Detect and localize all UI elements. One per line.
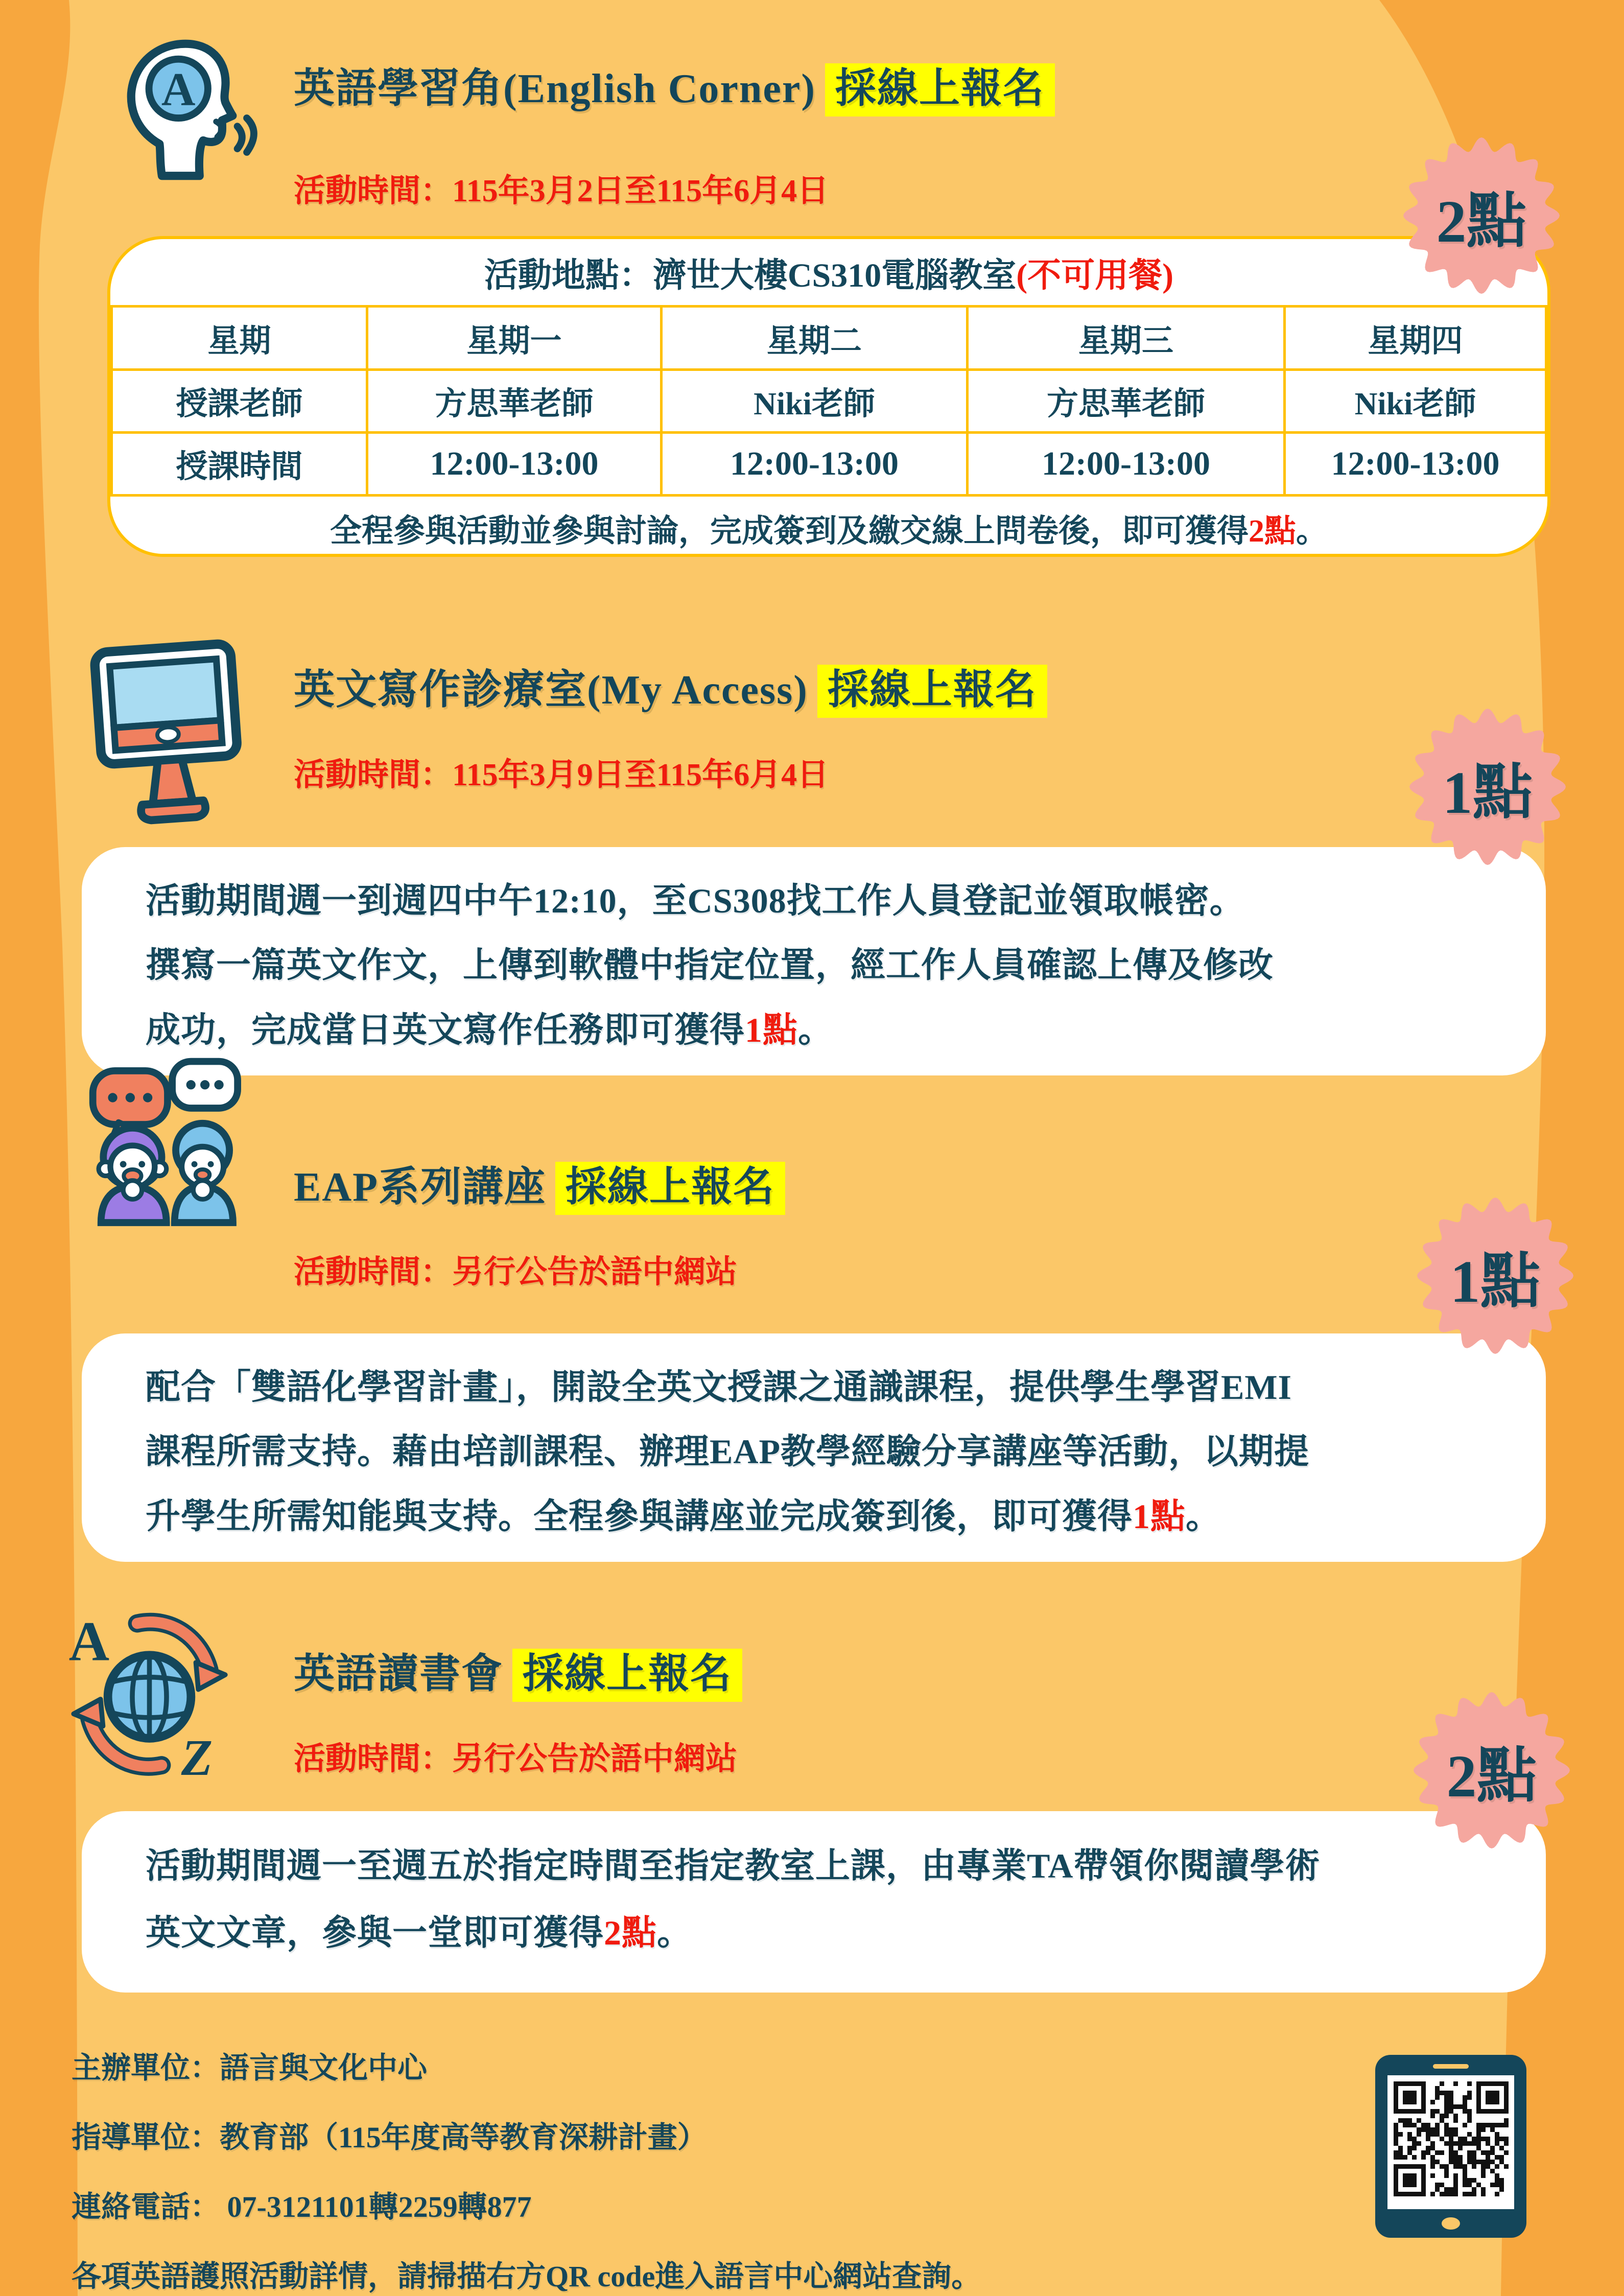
section-title-text: 英文寫作診療室(My Access): [294, 668, 808, 713]
cell-teacher-thu: Niki老師: [1285, 369, 1546, 432]
activity-time: 活動時間：115年3月9日至115年6月4日: [294, 758, 829, 792]
points-inline: 1點: [1133, 1496, 1186, 1536]
english-corner-schedule-table: [107, 236, 1550, 557]
points-badge-2: [1410, 1689, 1573, 1852]
cell-time-wed: 12:00-13:00: [968, 432, 1285, 495]
points-badge-1: [1406, 705, 1569, 869]
note-points: 2點: [1248, 514, 1296, 549]
section-my-access-header: [294, 657, 1047, 794]
section-english-corner-header: [294, 55, 1055, 210]
online-registration-highlight: 採線上報名: [555, 1162, 785, 1215]
person-purple: [99, 1128, 167, 1223]
people-chat-icon: [86, 1051, 249, 1230]
card-body-text: 活動期間週一到週四中午12:10，至CS308找工作人員登記並領取帳密。 撰寫一篇英文作文，上傳到軟體中指定位置，經工作人員確認上傳及修改 成功，完成當日英文寫作任務即可獲得1點。: [146, 881, 1274, 1049]
online-registration-highlight: 採線上報名: [817, 665, 1047, 718]
speaking-head-icon: [110, 30, 268, 183]
cell-monday: 星期一: [367, 306, 662, 369]
cell-teacher-tue: Niki老師: [662, 369, 968, 432]
points-badge-2: [1400, 134, 1563, 297]
cell-time-tue: 12:00-13:00: [662, 432, 968, 495]
section-title-text: 英語學習角(English Corner): [294, 66, 816, 111]
qr-note-line: 各項英語護照活動詳情，請掃描右方QR code進入語言中心網站查詢。: [72, 2260, 981, 2293]
points-badge-label: 2點: [1436, 188, 1527, 255]
organizer-line: 主辦單位：語言與文化中心: [72, 2051, 428, 2084]
phone-line: 連絡電話： 07-3121101轉2259轉877: [72, 2190, 532, 2223]
note-text: 全程參與活動並參與討論，完成簽到及繳交線上問卷後，即可獲得: [329, 514, 1249, 549]
footer-info: [72, 2044, 981, 2296]
section-title: [294, 55, 1055, 114]
points-badge-label: 1點: [1450, 1248, 1541, 1315]
activity-time: 活動時間：另行公告於語中網站: [294, 1255, 738, 1290]
cell-time-thu: 12:00-13:00: [1285, 432, 1546, 495]
points-badge-label: 1點: [1442, 759, 1533, 826]
globe-translate-icon: [64, 1597, 235, 1793]
svg-text:A: A: [68, 1610, 110, 1673]
cell-tuesday: 星期二: [662, 306, 968, 369]
section-title-text: EAP系列講座: [294, 1165, 546, 1210]
card-body-text: 活動期間週一至週五於指定時間至指定教室上課，由專業TA帶領你閱讀學術 英文文章，參與一堂即可獲得2點。: [146, 1846, 1321, 1952]
note-suffix: 。: [1296, 514, 1328, 549]
points-badge-1: [1414, 1194, 1577, 1357]
table-points-note: [112, 495, 1546, 557]
reading-club-description-card: [82, 1811, 1546, 1993]
table-row-teacher: [112, 369, 1546, 432]
activity-time: 活動時間：另行公告於語中網站: [294, 1742, 738, 1776]
points-inline: 2點: [604, 1913, 657, 1952]
section-eap-header: [294, 1154, 785, 1292]
section-title-text: 英語讀書會: [294, 1652, 503, 1697]
qr-code-tablet-icon: [1374, 2054, 1527, 2239]
table-row-time: [112, 432, 1546, 495]
cell-teacher-label: 授課老師: [112, 369, 367, 432]
section-title: [294, 1641, 742, 1699]
table-location-header: [112, 239, 1546, 306]
cell-thursday: 星期四: [1285, 306, 1546, 369]
cell-time-label: 授課時間: [112, 432, 367, 495]
points-inline: 1點: [745, 1010, 798, 1049]
location-no-food-note: (不可用餐): [1016, 256, 1174, 294]
cell-time-mon: 12:00-13:00: [367, 432, 662, 495]
svg-text:A: A: [161, 63, 196, 115]
card-body-text: 配合「雙語化學習計畫」，開設全英文授課之通識課程，提供學生學習EMI 課程所需支持。藉由培訓課程、辦理EAP教學經驗分享講座等活動，以期提 升學生所需知能與支持。全程參與講座並完成簽到後，即可獲得1點。: [146, 1368, 1310, 1536]
computer-monitor-icon: [81, 632, 254, 837]
cell-teacher-mon: 方思華老師: [367, 369, 662, 432]
my-access-description-card: [82, 847, 1546, 1075]
cell-teacher-wed: 方思華老師: [968, 369, 1285, 432]
svg-text:Z: Z: [181, 1729, 213, 1787]
person-blue: [175, 1123, 233, 1223]
cell-wednesday: 星期三: [968, 306, 1285, 369]
location-text: 活動地點：濟世大樓CS310電腦教室: [484, 256, 1017, 294]
cell-weekday-label: 星期: [112, 306, 367, 369]
table-row-weekday: [112, 306, 1546, 369]
online-registration-highlight: 採線上報名: [512, 1649, 742, 1702]
online-registration-highlight: 採線上報名: [825, 63, 1055, 116]
section-title: [294, 1154, 785, 1212]
advisor-line: 指導單位：教育部（115年度高等教育深耕計畫）: [72, 2121, 707, 2154]
section-title: [294, 657, 1047, 715]
eap-description-card: [82, 1333, 1546, 1562]
points-badge-label: 2點: [1446, 1743, 1537, 1810]
activity-time: 活動時間：115年3月2日至115年6月4日: [294, 174, 829, 208]
section-reading-club-header: [294, 1641, 742, 1778]
